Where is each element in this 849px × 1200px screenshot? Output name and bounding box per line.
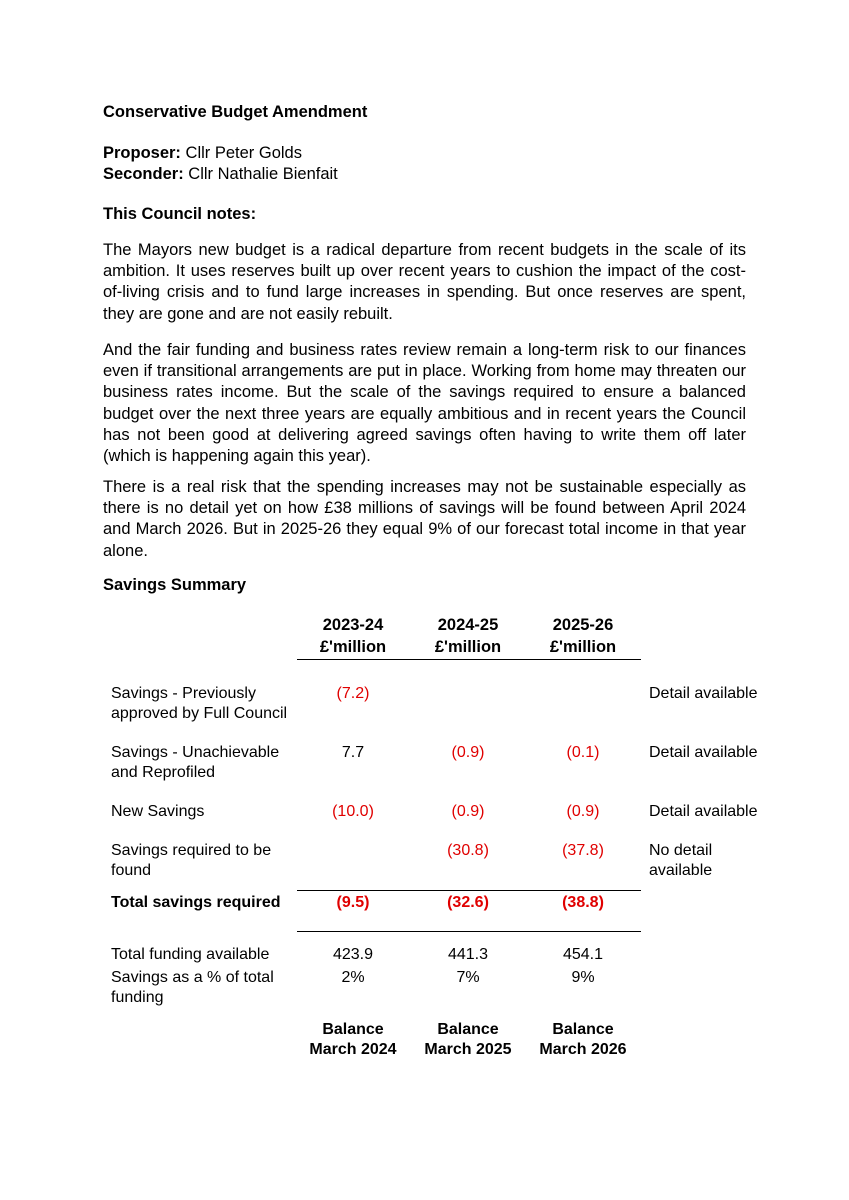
notes-heading: This Council notes: <box>103 205 257 223</box>
paragraph-3: There is a real risk that the spending increases may not be sustainable especially as there is no detail yet on how £38 millions of savings will be found between April 2024 and March 2026. But in 2025-26 they equal 9% of our forecast total income in that year alone. <box>103 478 746 560</box>
proposer-line <box>103 144 302 163</box>
balance-line2: March 2024 <box>309 1040 397 1058</box>
cell-previously-approved-2023-24: (7.2) <box>336 685 370 702</box>
header-rule <box>297 659 641 660</box>
cell-new-savings-2025-26: (0.9) <box>566 803 600 820</box>
balance-line1: Balance <box>437 1021 499 1038</box>
seconder-label: Seconder: <box>103 165 184 183</box>
balance-line2: March 2026 <box>539 1040 627 1058</box>
row-note-required-to-be-found: No detail available <box>649 842 713 879</box>
total-bottom-rule <box>297 931 641 932</box>
seconder-name: Cllr Nathalie Bienfait <box>188 165 338 183</box>
cell-required-2024-25: (30.8) <box>447 842 489 859</box>
balance-line1: Balance <box>552 1021 614 1038</box>
cell-funding-2024-25: 441.3 <box>447 946 489 963</box>
document-title: Conservative Budget Amendment <box>103 103 368 121</box>
balance-march-2026 <box>528 1020 638 1059</box>
cell-new-savings-2023-24: (10.0) <box>332 803 374 820</box>
row-label-unachievable: Savings - Unachievable and Reprofiled <box>111 744 280 781</box>
proposer-name: Cllr Peter Golds <box>185 144 302 162</box>
row-label-previously-approved: Savings - Previously approved by Full Council <box>111 685 288 722</box>
column-unit: £'million <box>319 638 387 656</box>
cell-funding-2025-26: 454.1 <box>562 946 604 963</box>
balance-march-2025 <box>413 1020 523 1059</box>
paragraph-2: And the fair funding and business rates review remain a long-term risk to our finances even if transitional arrangements are put in place. Working from home may threaten our business rates income. But the scale of the savings required to ensure a balanced budget over the next three years are equally ambitious and in recent years the Council has not been good at delivering agreed savings often having to write them off later (which is happening again this year). <box>103 341 746 466</box>
cell-percent-2025-26: 9% <box>571 969 595 986</box>
cell-percent-2023-24: 2% <box>341 969 365 986</box>
total-top-rule <box>297 890 641 891</box>
row-note-new-savings: Detail available <box>649 803 758 820</box>
row-note-previously-approved: Detail available <box>649 685 758 702</box>
column-header-2023-24 <box>303 614 403 658</box>
row-note-unachievable: Detail available <box>649 744 758 761</box>
balance-line2: March 2025 <box>424 1040 512 1058</box>
cell-unachievable-2024-25: (0.9) <box>451 744 485 761</box>
column-year: 2024-25 <box>437 616 499 634</box>
cell-percent-2024-25: 7% <box>456 969 480 986</box>
paragraph-1: The Mayors new budget is a radical departure from recent budgets in the scale of its ambition. It uses reserves built up over recent years to cushion the impact of the cost-of-living crisis and to fund large increases in spending. But once reserves are spent, they are gone and are not easily rebuilt. <box>103 241 746 323</box>
column-header-2025-26 <box>533 614 633 658</box>
column-header-2024-25 <box>418 614 518 658</box>
row-label-total-savings: Total savings required <box>111 894 281 911</box>
column-year: 2023-24 <box>322 616 384 634</box>
seconder-line <box>103 165 338 184</box>
savings-summary-heading: Savings Summary <box>103 576 247 594</box>
column-unit: £'million <box>549 638 617 656</box>
row-label-total-funding: Total funding available <box>111 946 270 963</box>
cell-unachievable-2025-26: (0.1) <box>566 744 600 761</box>
row-label-required-to-be-found: Savings required to be found <box>111 842 272 879</box>
column-year: 2025-26 <box>552 616 614 634</box>
row-label-savings-percent: Savings as a % of total funding <box>111 969 274 1006</box>
cell-total-2023-24: (9.5) <box>336 894 370 911</box>
proposer-label: Proposer: <box>103 144 181 162</box>
row-label-new-savings: New Savings <box>111 803 205 820</box>
cell-new-savings-2024-25: (0.9) <box>451 803 485 820</box>
cell-total-2024-25: (32.6) <box>447 894 489 911</box>
balance-march-2024 <box>298 1020 408 1059</box>
cell-total-2025-26: (38.8) <box>562 894 604 911</box>
cell-funding-2023-24: 423.9 <box>332 946 374 963</box>
cell-unachievable-2023-24: 7.7 <box>341 744 365 761</box>
cell-required-2025-26: (37.8) <box>562 842 604 859</box>
column-unit: £'million <box>434 638 502 656</box>
balance-line1: Balance <box>322 1021 384 1038</box>
